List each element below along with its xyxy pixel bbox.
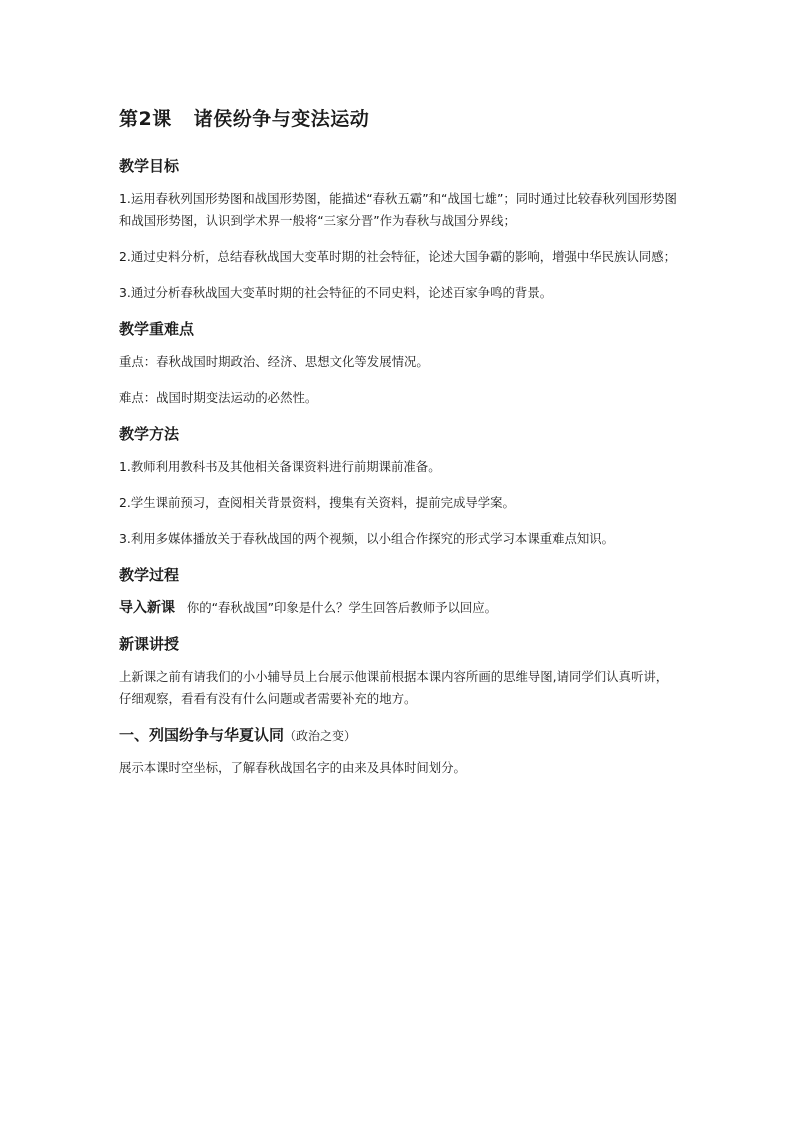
intro-text: 你的“春秋战国”印象是什么？学生回答后教师予以回应。 [186,600,498,615]
process-heading: 教学过程 [119,566,180,584]
new-lesson-text: 上新课之前有请我们的小小辅导员上台展示他课前根据本课内容所画的思维导图,请同学们认真听讲，仔细观察，看看有没有什么问题或者需要补充的地方。 [119,669,669,706]
objective-item-3: 3.通过分析春秋战国大变革时期的社会特征的不同史料，论述百家争鸣的背景。 [119,285,553,300]
intro-paragraph [119,597,679,619]
intro-label: 导入新课 [119,600,175,616]
section1-heading [119,724,679,745]
method-item-3: 3.利用多媒体播放关于春秋战国的两个视频，以小组合作探究的形式学习本课重难点知识。 [119,531,615,546]
section1-text: 展示本课时空坐标，了解春秋战国名字的由来及具体时间划分。 [119,760,466,775]
methods-heading: 教学方法 [119,425,180,443]
new-lesson-heading: 新课讲授 [119,635,180,653]
section1-note: （政治之变） [284,729,357,743]
objective-item-1: 1.运用春秋列国形势图和战国形势图，能描述“春秋五霸”和“战国七雄”；同时通过比较春秋列国形势图和战国形势图，认识到学术界一般将“三家分晋”作为春秋与战国分界线； [119,191,677,228]
objective-item-2: 2.通过史料分析，总结春秋战国大变革时期的社会特征，论述大国争霸的影响，增强中华民族认同感； [119,249,677,264]
section1-title: 一、列国纷争与华夏认同 [119,726,285,744]
key-point: 重点：春秋战国时期政治、经济、思想文化等发展情况。 [119,354,429,369]
lesson-title [119,104,679,131]
method-item-2: 2.学生课前预习，查阅相关背景资料，搜集有关资料，提前完成导学案。 [119,495,515,510]
difficulty-point: 难点：战国时期变法运动的必然性。 [119,390,318,405]
keypoints-heading: 教学重难点 [119,320,195,338]
objectives-heading: 教学目标 [119,157,180,175]
lesson-name: 诸侯纷争与变法运动 [193,108,370,130]
document-body [119,104,679,793]
method-item-1: 1.教师利用教科书及其他相关备课资料进行前期课前准备。 [119,459,441,474]
lesson-number: 第2课 [119,108,172,130]
